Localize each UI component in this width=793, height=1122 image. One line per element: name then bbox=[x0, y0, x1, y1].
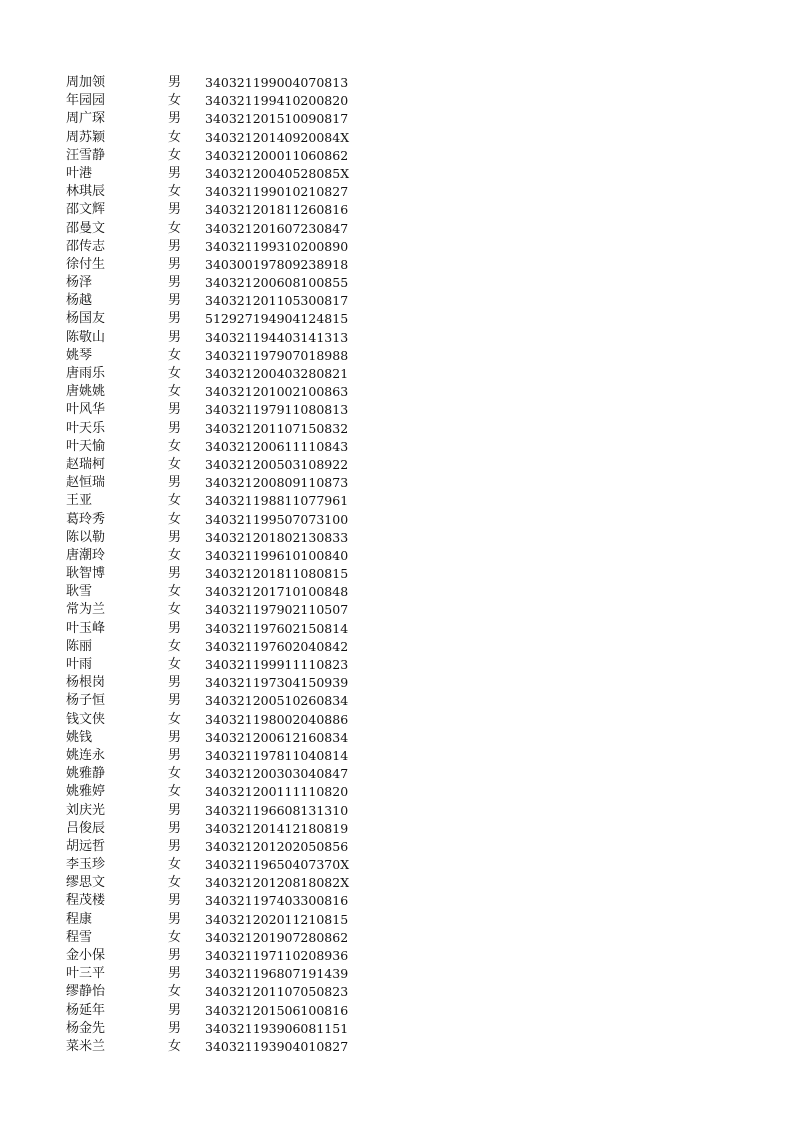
person-name: 姚雅婷 bbox=[66, 784, 106, 800]
list-item bbox=[66, 420, 386, 438]
person-gender: 男 bbox=[168, 165, 182, 181]
person-gender: 男 bbox=[168, 329, 182, 345]
person-gender: 女 bbox=[168, 456, 182, 472]
list-item bbox=[66, 983, 386, 1001]
person-id-number: 340321196608131310 bbox=[205, 802, 349, 818]
person-id-number: 340300197809238918 bbox=[205, 256, 349, 272]
person-gender: 男 bbox=[168, 729, 182, 745]
person-name: 杨子恒 bbox=[66, 693, 106, 709]
person-id-number: 340321201607230847 bbox=[205, 220, 349, 236]
person-id-number: 340321200503108922 bbox=[205, 456, 349, 472]
person-id-number: 340321199911110823 bbox=[205, 657, 349, 672]
person-name: 缪静怡 bbox=[66, 984, 106, 1000]
person-gender: 女 bbox=[168, 657, 182, 672]
person-name: 姚连永 bbox=[66, 747, 106, 763]
person-name: 胡远哲 bbox=[66, 838, 106, 854]
list-item bbox=[66, 74, 386, 92]
list-item bbox=[66, 129, 386, 147]
person-id-number: 340321197304150939 bbox=[205, 675, 349, 691]
person-name: 菜米兰 bbox=[66, 1038, 106, 1054]
list-item bbox=[66, 110, 386, 128]
person-name: 陈敬山 bbox=[66, 329, 106, 345]
person-name: 耿智博 bbox=[66, 566, 106, 582]
person-id-number: 340321193906081151 bbox=[205, 1020, 349, 1036]
person-name: 陈以勒 bbox=[66, 529, 106, 545]
list-item bbox=[66, 729, 386, 747]
person-id-number: 340321201802130833 bbox=[205, 529, 349, 545]
person-id-number: 34032120120818082X bbox=[205, 875, 350, 891]
list-item bbox=[66, 456, 386, 474]
person-id-number: 340321197602040842 bbox=[205, 638, 349, 654]
list-item bbox=[66, 547, 386, 565]
person-id-number: 340321202011210815 bbox=[205, 911, 349, 927]
list-item bbox=[66, 620, 386, 638]
person-gender: 男 bbox=[168, 293, 182, 309]
list-item bbox=[66, 1038, 386, 1056]
person-id-number: 340321201002100863 bbox=[205, 384, 349, 400]
person-name: 李玉珍 bbox=[66, 857, 106, 873]
person-name: 杨金先 bbox=[66, 1020, 106, 1036]
person-name: 缪思文 bbox=[66, 875, 106, 891]
person-name: 杨国友 bbox=[66, 311, 106, 327]
person-gender: 男 bbox=[168, 566, 182, 582]
list-item bbox=[66, 383, 386, 401]
list-item bbox=[66, 947, 386, 965]
person-gender: 女 bbox=[168, 347, 182, 363]
person-id-number: 340321197403300816 bbox=[205, 893, 349, 909]
person-gender: 男 bbox=[168, 529, 182, 545]
person-id-number: 340321200303040847 bbox=[205, 766, 349, 782]
person-id-number: 340321201107050823 bbox=[205, 984, 349, 1000]
person-gender: 男 bbox=[168, 820, 182, 836]
list-item bbox=[66, 529, 386, 547]
person-name: 唐雨乐 bbox=[66, 366, 106, 381]
list-item bbox=[66, 201, 386, 219]
person-gender: 男 bbox=[168, 238, 182, 254]
list-item bbox=[66, 929, 386, 947]
person-id-number: 340321197811040814 bbox=[205, 747, 349, 763]
person-gender: 女 bbox=[168, 857, 182, 873]
person-name: 赵瑞柯 bbox=[66, 456, 106, 472]
person-id-number: 340321199004070813 bbox=[205, 75, 349, 90]
person-id-number: 340321196807191439 bbox=[205, 966, 349, 982]
list-item bbox=[66, 329, 386, 347]
list-item bbox=[66, 1020, 386, 1038]
person-id-number: 340321200403280821 bbox=[205, 366, 349, 381]
list-item bbox=[66, 601, 386, 619]
person-name: 叶天愉 bbox=[66, 438, 106, 454]
person-gender: 男 bbox=[168, 75, 182, 90]
list-item bbox=[66, 674, 386, 692]
person-name: 钱文侠 bbox=[66, 711, 106, 727]
person-name: 邵传志 bbox=[66, 238, 106, 254]
person-name: 程茂楼 bbox=[66, 893, 106, 909]
list-item bbox=[66, 274, 386, 292]
list-item bbox=[66, 147, 386, 165]
person-id-number: 340321200612160834 bbox=[205, 729, 349, 745]
person-id-number: 340321194403141313 bbox=[205, 329, 349, 345]
list-item bbox=[66, 892, 386, 910]
person-id-number: 340321200510260834 bbox=[205, 693, 349, 709]
person-id-number: 340321193904010827 bbox=[205, 1038, 349, 1054]
person-name: 金小保 bbox=[66, 948, 106, 963]
person-id-number: 340321201412180819 bbox=[205, 820, 349, 836]
list-item bbox=[66, 474, 386, 492]
person-id-number: 34032119650407370X bbox=[205, 857, 350, 873]
person-id-number: 512927194904124815 bbox=[205, 311, 349, 327]
list-item bbox=[66, 911, 386, 929]
person-name: 姚琴 bbox=[66, 347, 93, 363]
person-gender: 男 bbox=[168, 1020, 182, 1036]
list-item bbox=[66, 838, 386, 856]
person-id-number: 340321200111110820 bbox=[205, 784, 349, 800]
person-gender: 男 bbox=[168, 420, 182, 436]
list-item bbox=[66, 438, 386, 456]
person-gender: 女 bbox=[168, 784, 182, 800]
person-name: 邵文辉 bbox=[66, 202, 106, 218]
person-id-number: 340321198811077961 bbox=[205, 493, 349, 509]
person-name: 叶天乐 bbox=[66, 420, 106, 436]
person-id-number: 340321200608100855 bbox=[205, 275, 349, 291]
person-gender: 男 bbox=[168, 202, 182, 218]
list-item bbox=[66, 656, 386, 674]
person-id-number: 340321201107150832 bbox=[205, 420, 349, 436]
person-name: 赵恒瑞 bbox=[66, 475, 106, 491]
person-id-number: 340321197907018988 bbox=[205, 347, 349, 363]
person-name: 徐付生 bbox=[66, 256, 106, 272]
person-gender: 女 bbox=[168, 929, 182, 945]
person-name: 林琪辰 bbox=[66, 184, 106, 200]
person-name: 刘庆光 bbox=[66, 802, 106, 818]
person-id-number: 340321199010210827 bbox=[205, 184, 349, 200]
person-name: 耿雪 bbox=[66, 584, 93, 600]
person-gender: 男 bbox=[168, 693, 182, 709]
person-id-number: 340321199410200820 bbox=[205, 93, 349, 109]
person-gender: 女 bbox=[168, 638, 182, 654]
person-id-number: 340321197911080813 bbox=[205, 402, 349, 418]
person-gender: 女 bbox=[168, 711, 182, 727]
person-id-number: 340321201202050856 bbox=[205, 838, 349, 854]
list-item bbox=[66, 365, 386, 383]
roster-list bbox=[66, 74, 386, 1056]
person-gender: 女 bbox=[168, 875, 182, 891]
person-gender: 男 bbox=[168, 111, 182, 127]
person-id-number: 340321199310200890 bbox=[205, 238, 349, 254]
list-item bbox=[66, 802, 386, 820]
person-gender: 男 bbox=[168, 966, 182, 982]
person-gender: 男 bbox=[168, 1002, 182, 1018]
person-gender: 女 bbox=[168, 184, 182, 200]
list-item bbox=[66, 511, 386, 529]
person-name: 程康 bbox=[66, 911, 93, 927]
person-gender: 女 bbox=[168, 984, 182, 1000]
person-gender: 女 bbox=[168, 547, 182, 563]
person-name: 王亚 bbox=[66, 493, 93, 509]
person-gender: 男 bbox=[168, 475, 182, 491]
person-gender: 女 bbox=[168, 438, 182, 454]
person-id-number: 34032120140920084X bbox=[205, 129, 350, 145]
person-name: 叶风华 bbox=[66, 402, 106, 418]
person-id-number: 340321197602150814 bbox=[205, 620, 349, 636]
list-item bbox=[66, 401, 386, 419]
person-id-number: 340321199507073100 bbox=[205, 511, 349, 527]
list-item bbox=[66, 820, 386, 838]
list-item bbox=[66, 874, 386, 892]
person-id-number: 340321201710100848 bbox=[205, 584, 349, 600]
person-id-number: 340321201907280862 bbox=[205, 929, 349, 945]
list-item bbox=[66, 692, 386, 710]
person-gender: 男 bbox=[168, 802, 182, 818]
person-gender: 男 bbox=[168, 747, 182, 763]
person-name: 叶三平 bbox=[66, 966, 106, 982]
person-name: 常为兰 bbox=[66, 602, 106, 618]
person-gender: 男 bbox=[168, 402, 182, 418]
person-name: 杨根岗 bbox=[66, 675, 106, 691]
person-gender: 男 bbox=[168, 893, 182, 909]
list-item bbox=[66, 965, 386, 983]
person-gender: 女 bbox=[168, 584, 182, 600]
person-gender: 男 bbox=[168, 256, 182, 272]
list-item bbox=[66, 492, 386, 510]
list-item bbox=[66, 238, 386, 256]
person-gender: 女 bbox=[168, 366, 182, 381]
list-item bbox=[66, 583, 386, 601]
person-gender: 男 bbox=[168, 275, 182, 291]
list-item bbox=[66, 856, 386, 874]
list-item bbox=[66, 92, 386, 110]
person-gender: 女 bbox=[168, 766, 182, 782]
list-item bbox=[66, 1002, 386, 1020]
person-name: 陈丽 bbox=[66, 638, 93, 654]
person-id-number: 340321200011060862 bbox=[205, 147, 349, 163]
person-name: 姚雅静 bbox=[66, 766, 106, 782]
person-id-number: 340321198002040886 bbox=[205, 711, 349, 727]
person-name: 周苏颖 bbox=[66, 129, 106, 145]
person-gender: 男 bbox=[168, 911, 182, 927]
person-id-number: 340321201105300817 bbox=[205, 293, 349, 309]
person-gender: 男 bbox=[168, 948, 182, 963]
person-name: 杨越 bbox=[66, 293, 93, 309]
person-id-number: 340321200809110873 bbox=[205, 475, 349, 491]
person-name: 邵曼文 bbox=[66, 220, 106, 236]
list-item bbox=[66, 565, 386, 583]
person-name: 唐潮玲 bbox=[66, 547, 106, 563]
person-gender: 男 bbox=[168, 620, 182, 636]
list-item bbox=[66, 165, 386, 183]
person-name: 杨泽 bbox=[66, 275, 93, 291]
person-id-number: 340321201811080815 bbox=[205, 566, 349, 582]
person-id-number: 340321201506100816 bbox=[205, 1002, 349, 1018]
person-name: 葛玲秀 bbox=[66, 511, 106, 527]
list-item bbox=[66, 711, 386, 729]
person-gender: 女 bbox=[168, 220, 182, 236]
person-name: 叶港 bbox=[66, 165, 93, 181]
person-id-number: 340321197902110507 bbox=[205, 602, 349, 618]
person-id-number: 340321199610100840 bbox=[205, 547, 349, 563]
person-id-number: 340321197110208936 bbox=[205, 948, 349, 963]
person-id-number: 340321201510090817 bbox=[205, 111, 349, 127]
list-item bbox=[66, 347, 386, 365]
list-item bbox=[66, 638, 386, 656]
person-name: 叶雨 bbox=[66, 657, 93, 672]
person-gender: 女 bbox=[168, 129, 182, 145]
person-name: 程雪 bbox=[66, 929, 93, 945]
person-id-number: 340321200611110843 bbox=[205, 438, 349, 454]
list-item bbox=[66, 783, 386, 801]
person-name: 汪雪静 bbox=[66, 147, 106, 163]
person-gender: 男 bbox=[168, 675, 182, 691]
list-item bbox=[66, 256, 386, 274]
person-gender: 女 bbox=[168, 384, 182, 400]
person-name: 周加领 bbox=[66, 75, 106, 90]
person-id-number: 34032120040528085X bbox=[205, 165, 350, 181]
person-gender: 女 bbox=[168, 511, 182, 527]
person-gender: 女 bbox=[168, 602, 182, 618]
person-gender: 女 bbox=[168, 1038, 182, 1054]
person-gender: 女 bbox=[168, 147, 182, 163]
list-item bbox=[66, 220, 386, 238]
person-name: 姚钱 bbox=[66, 729, 93, 745]
list-item bbox=[66, 747, 386, 765]
person-gender: 男 bbox=[168, 838, 182, 854]
list-item bbox=[66, 292, 386, 310]
person-name: 唐姚姚 bbox=[66, 384, 106, 400]
person-id-number: 340321201811260816 bbox=[205, 202, 349, 218]
person-name: 吕俊辰 bbox=[66, 820, 106, 836]
list-item bbox=[66, 183, 386, 201]
person-gender: 女 bbox=[168, 493, 182, 509]
list-item bbox=[66, 310, 386, 328]
person-name: 年园园 bbox=[66, 93, 106, 109]
person-name: 杨延年 bbox=[66, 1002, 106, 1018]
list-item bbox=[66, 765, 386, 783]
person-gender: 男 bbox=[168, 311, 182, 327]
person-name: 周广琛 bbox=[66, 111, 106, 127]
person-name: 叶玉峰 bbox=[66, 620, 106, 636]
person-gender: 女 bbox=[168, 93, 182, 109]
